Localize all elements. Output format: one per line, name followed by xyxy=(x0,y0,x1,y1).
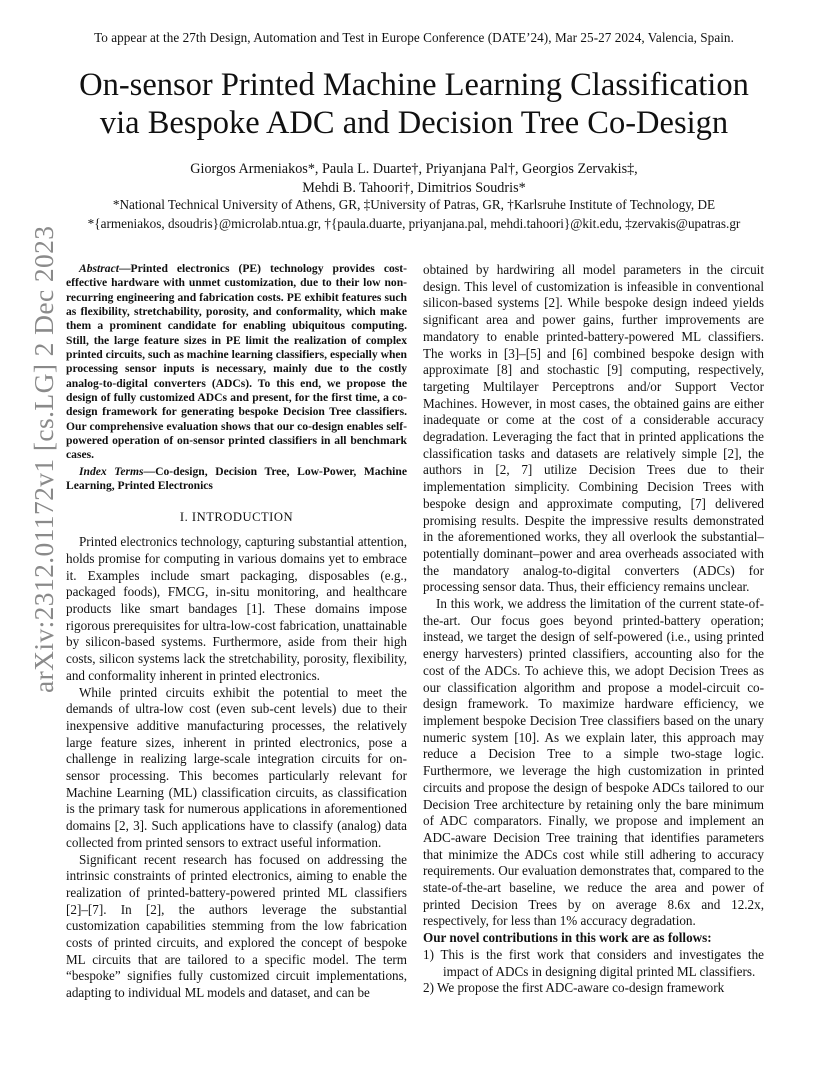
paragraph: While printed circuits exhibit the potential to meet the demands of ultra-low cost (even sub-cent levels) due to their inexpensive additive manufacturing processes, the relatively large feature sizes, inherent in printed electronics, pose a challenge in realizing large-scale integration circuits for on-sensor processing. This becomes particularly relevant for Machine Learning (ML) classification circuits, as classification is the primary task for numerous applications in aforementioned domains [2, 3]. Such applications have to classify (analog) data collected from printed sensors to extract useful information. xyxy=(66,684,407,850)
left-column xyxy=(66,262,407,1002)
abstract xyxy=(66,262,407,463)
author-list xyxy=(0,160,828,198)
contributions-heading: Our novel contributions in this work are as follows: xyxy=(423,930,712,946)
index-terms-label: Index Terms xyxy=(79,464,144,478)
index-terms xyxy=(66,465,407,494)
index-terms-text: —Co-design, Decision Tree, Low-Power, Machine Learning, Printed Electronics xyxy=(66,464,407,493)
title-line-1: On-sensor Printed Machine Learning Classification xyxy=(79,67,749,103)
contribution-item: 2) We propose the first ADC-aware co-design framework xyxy=(423,980,725,996)
authors-line-2: Mehdi B. Tahoori†, Dimitrios Soudris* xyxy=(302,180,526,196)
section-heading: I. INTRODUCTION xyxy=(179,509,294,524)
paragraph: In this work, we address the limitation of the current state-of-the-art. Our focus goes beyond printed-battery operation; instead, we target the design of self-powered (i.e., using printed energy harvesters) printed classifiers, accounting also for the cost of the ADCs. To achieve this, we adopt Decision Trees as our classification algorithm and propose a model-circuit co-design framework. To maximize hardware efficiency, we implement bespoke Decision Tree classifiers based on the unary numeric system [10]. As we explain later, this approach may reduce a Decision Tree to a simple two-stage logic. Furthermore, we leverage the high customization in printed circuits and propose the design of bespoke ADCs tailored to our Decision Tree architecture by retaining only the bare minimum of ADC comparators. Finally, we propose and implement an ADC-aware Decision Tree training that identifies parameters that minimize the ADCs cost while still adhering to accuracy requirements. Our evaluation demonstrates that, compared to the state-of-the-art baseline, we reduce the area and power of printed Decision Trees by on average 8.6x and 12.2x, respectively, for less than 1% accuracy degradation. xyxy=(423,596,764,929)
arxiv-stamp-container xyxy=(28,225,59,693)
email-line: *{armeniakos, dsoudris}@microlab.ntua.gr, †{paula.duarte, priyanjana.pal, mehdi.tahoori}@kit.edu, ‡zervakis@upatras.gr xyxy=(87,215,741,231)
affiliation-line: *National Technical University of Athens, GR, ‡University of Patras, GR, †Karlsruhe Institute of Technology, DE xyxy=(112,197,716,212)
venue-line: To appear at the 27th Design, Automation and Test in Europe Conference (DATE’24), Mar 25-27 2024, Valencia, Spain. xyxy=(94,30,734,45)
paragraph: Printed electronics technology, capturing substantial attention, holds promise for computing in various domains yet to embrace it. Examples include smart packaging, disposables (e.g., packaged foods), FMCG, in-situ monitoring, and healthcare products like smart bandages [1]. These domains impose rigorous prerequisites for ultra-low-cost fabrication, unattainable by silicon-based systems. Furthermore, aside from their high costs, silicon systems lack the stretchability, porosity, flexibility, and conformality inherent in printed electronics. xyxy=(66,534,407,683)
title-line-2: via Bespoke ADC and Decision Tree Co-Design xyxy=(99,105,729,141)
affiliations xyxy=(0,196,828,233)
paragraph: Significant recent research has focused on addressing the intrinsic constraints of printed electronics, aiming to enable the realization of printed-battery-powered printed ML classifiers [2]–[7]. In [2], the authors leverage the substantial customization capabilities stemming from the low fabrication costs of printed circuits, and explored the concept of bespoke ML circuits that are tailored to a specific model. The term “bespoke” signifies fully customized circuit implementations, adapting to individual ML models and dataset, and can be xyxy=(66,851,407,1001)
paper-title xyxy=(30,66,798,142)
right-column xyxy=(423,262,764,997)
authors-line-1: Giorgos Armeniakos*, Paula L. Duarte†, Priyanjana Pal†, Georgios Zervakis‡, xyxy=(190,161,638,177)
contribution-item: 1) This is the first work that considers and investigates the impact of ADCs in designing digital printed ML classifiers. xyxy=(423,946,764,979)
paragraph: obtained by hardwiring all model parameters in the circuit design. This level of customization is infeasible in conventional silicon-based systems [2]. While bespoke design indeed yields significant area and power gains, further improvements are mandatory to enable printed-battery-powered ML classifiers. The works in [3]–[5] and [6] combined bespoke design with approximate [8] and stochastic [9] computing, respectively, targeting Multilayer Perceptrons and/or Support Vector Machines. However, in most cases, the obtained gains are either inadequate or come at the cost of a considerable accuracy degradation. Leveraging the fact that in printed applications the classification tasks and datasets are relatively simple [2], the authors in [2, 7] utilize Decision Trees due to their implementation simplicity. Combining Decision Trees with bespoke design and approximate computing, [7] delivered promising results. Despite the impressive results demonstrated in the aforementioned works, they all overlook the substantial–potentially dominant–power and area overheads associated with the mandatory analog-to-digital converters (ADCs) for processing sensor data. Thus, their efficiency remains unclear. xyxy=(423,262,764,595)
abstract-label: Abstract xyxy=(79,262,119,275)
abstract-text: —Printed electronics (PE) technology provides cost-effective hardware with unmet customization, due to their low non-recurring engineering and fabrication costs. PE exhibit features such as flexibility, stretchability, porosity, and conformality, which make them a prominent candidate for enabling ubiquitous computing. Still, the large feature sizes in PE limit the realization of complex printed circuits, such as machine learning classifiers, especially when processing sensor inputs is necessary, mainly due to the costly analog-to-digital converters (ADCs). To this end, we propose the design of fully customized ADCs and present, for the first time, a co-design framework for generating bespoke Decision Tree classifiers. Our comprehensive evaluation shows that our co-design enables self-powered operation of on-sensor printed classifiers in all benchmark cases. xyxy=(66,262,407,462)
arxiv-stamp: arXiv:2312.01172v1 [cs.LG] 2 Dec 2023 xyxy=(28,225,59,693)
